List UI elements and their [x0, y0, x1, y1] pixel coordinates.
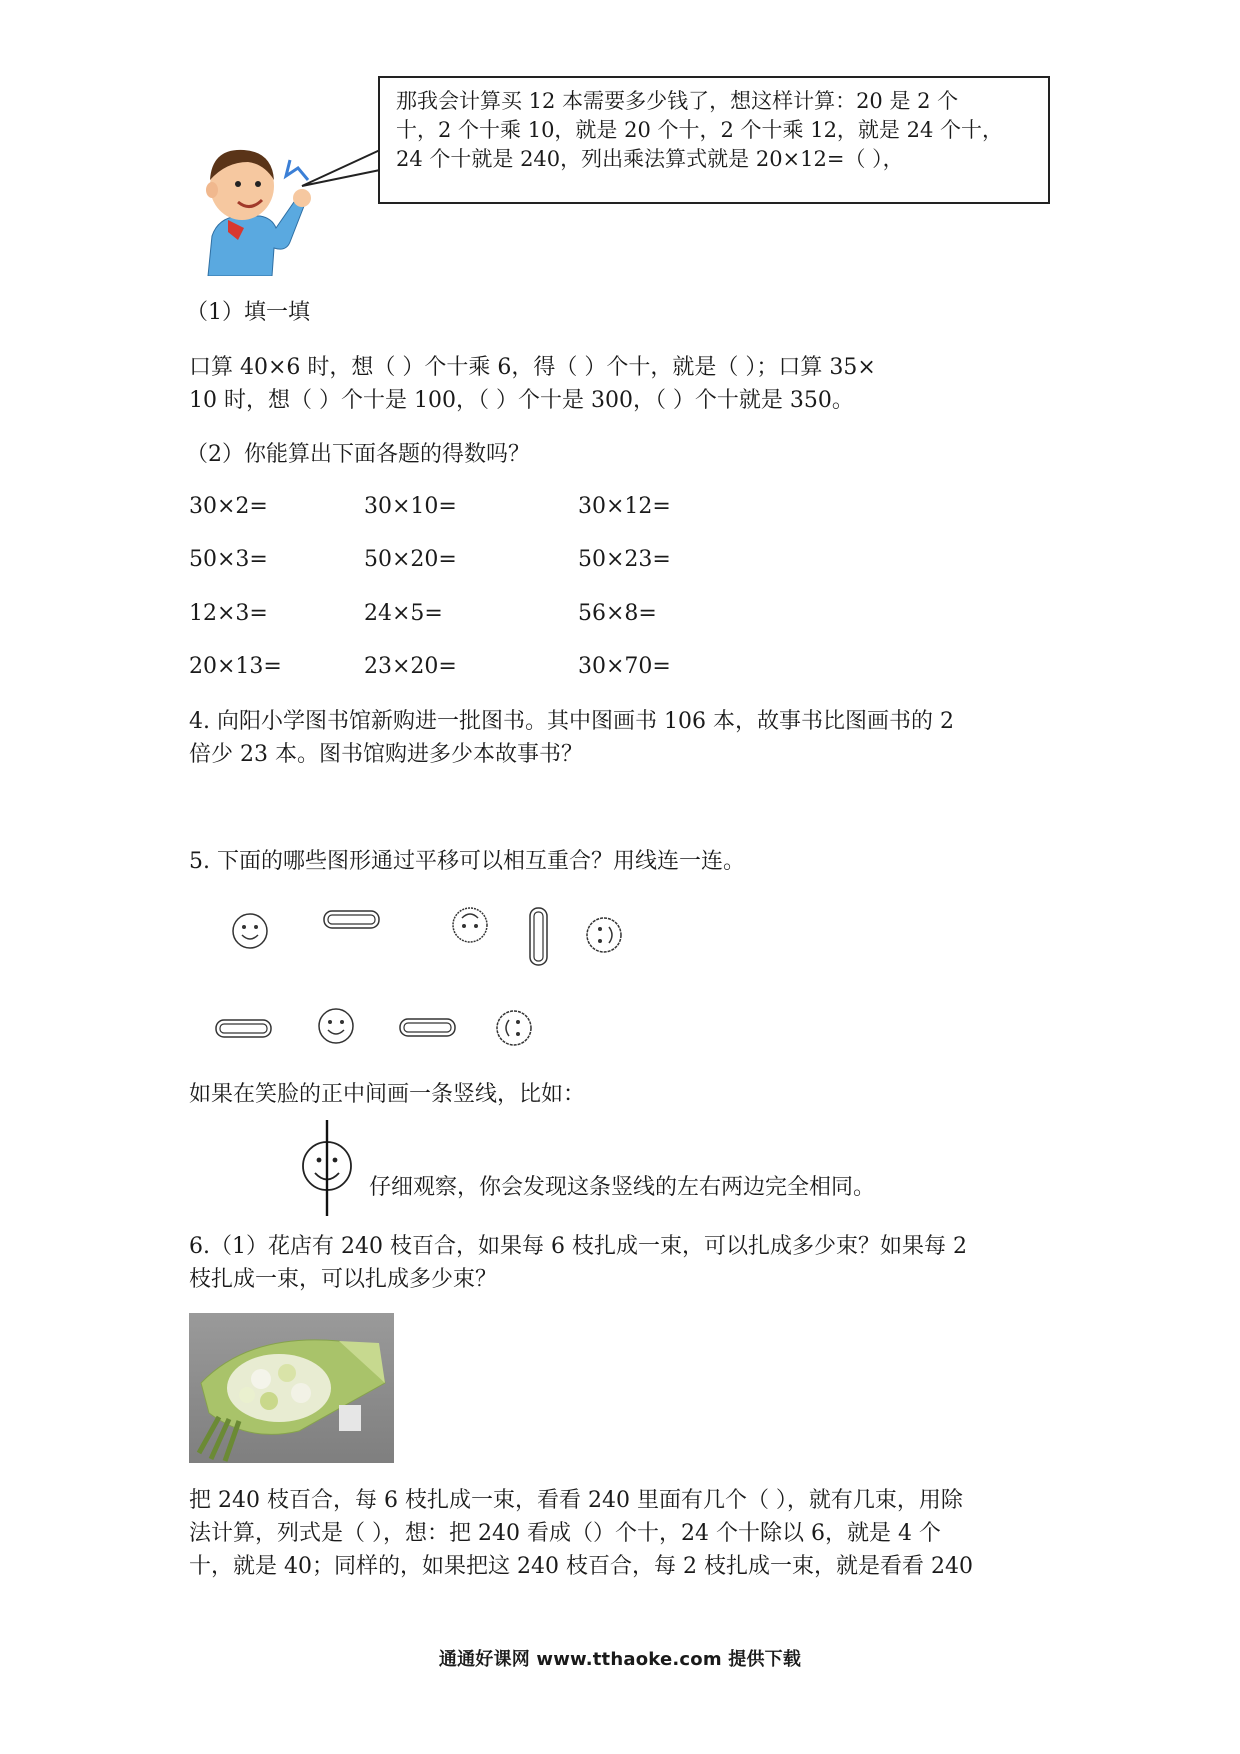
calc-cell: 30×12=: [578, 494, 671, 519]
q1-line-1: 口算 40×6 时，想（ ）个十乘 6，得（ ）个十，就是（ ）；口算 35×: [189, 355, 876, 380]
bouquet-photo: [189, 1313, 394, 1463]
q6-paragraph-3: 十，就是 40；同样的，如果把这 240 枝百合，每 2 枝扎成一束，就是看看 240: [189, 1554, 973, 1579]
bubble-pointer: [300, 140, 382, 190]
vertical-paperclip-icon: [527, 906, 551, 968]
q6-paragraph-1: 把 240 枝百合，每 6 枝扎成一束，看看 240 里面有几个（ ），就有几束，用除: [189, 1488, 963, 1513]
calc-cell: 56×8=: [578, 601, 657, 626]
speech-bubble: [378, 76, 1050, 204]
q1-line-2: 10 时，想（ ）个十是 100，（ ）个十是 300，（ ）个十就是 350。: [189, 388, 854, 413]
calc-cell: 30×10=: [364, 494, 457, 519]
calc-cell: 50×3=: [189, 547, 268, 572]
horizontal-paperclip-icon: [398, 1016, 458, 1040]
q5-heading: 5. 下面的哪些图形通过平移可以相互重合？用线连一连。: [189, 849, 745, 874]
q6-paragraph-2: 法计算，列式是（ ），想：把 240 看成（）个十，24 个十除以 6，就是 4 个: [189, 1521, 941, 1546]
smiley-face-icon: [317, 1007, 355, 1045]
bubble-line-2: 十，2 个十乘 10，就是 20 个十，2 个十乘 12，就是 24 个十，: [396, 118, 1004, 142]
symmetry-note: 仔细观察，你会发现这条竖线的左右两边完全相同。: [369, 1175, 876, 1200]
smiley-face-icon: [231, 912, 269, 950]
bubble-line-3: 24 个十就是 240，列出乘法算式就是 20×12=（ ），: [396, 147, 904, 171]
horizontal-paperclip-icon: [322, 908, 382, 932]
page-footer: 通通好课网 www.tthaoke.com 提供下载: [438, 1649, 802, 1670]
bubble-line-1: 那我会计算买 12 本需要多少钱了，想这样计算：20 是 2 个: [396, 89, 959, 113]
calc-cell: 30×70=: [578, 654, 671, 679]
q6-line-1: 6.（1）花店有 240 枝百合，如果每 6 枝扎成一束，可以扎成多少束？如果每 2: [189, 1234, 967, 1259]
q6-line-2: 枝扎成一束，可以扎成多少束？: [189, 1267, 498, 1292]
calc-cell: 20×13=: [189, 654, 282, 679]
calc-cell: 24×5=: [364, 601, 443, 626]
smiley-face-side-icon: [495, 1009, 533, 1047]
smiley-face-rotated-icon: [451, 906, 489, 944]
q2-heading: （2）你能算出下面各题的得数吗？: [186, 442, 530, 467]
symmetry-intro: 如果在笑脸的正中间画一条竖线，比如：: [189, 1082, 586, 1107]
calc-cell: 12×3=: [189, 601, 268, 626]
calc-cell: 30×2=: [189, 494, 268, 519]
smiley-symmetry-icon: [300, 1118, 354, 1218]
calc-cell: 23×20=: [364, 654, 457, 679]
calc-cell: 50×23=: [578, 547, 671, 572]
q1-heading: （1）填一填: [186, 300, 310, 325]
smiley-face-side-icon: [585, 916, 623, 954]
q4-line-1: 4. 向阳小学图书馆新购进一批图书。其中图画书 106 本，故事书比图画书的 2: [189, 709, 954, 734]
horizontal-paperclip-icon: [214, 1017, 274, 1041]
calc-cell: 50×20=: [364, 547, 457, 572]
q4-line-2: 倍少 23 本。图书馆购进多少本故事书？: [189, 742, 583, 767]
